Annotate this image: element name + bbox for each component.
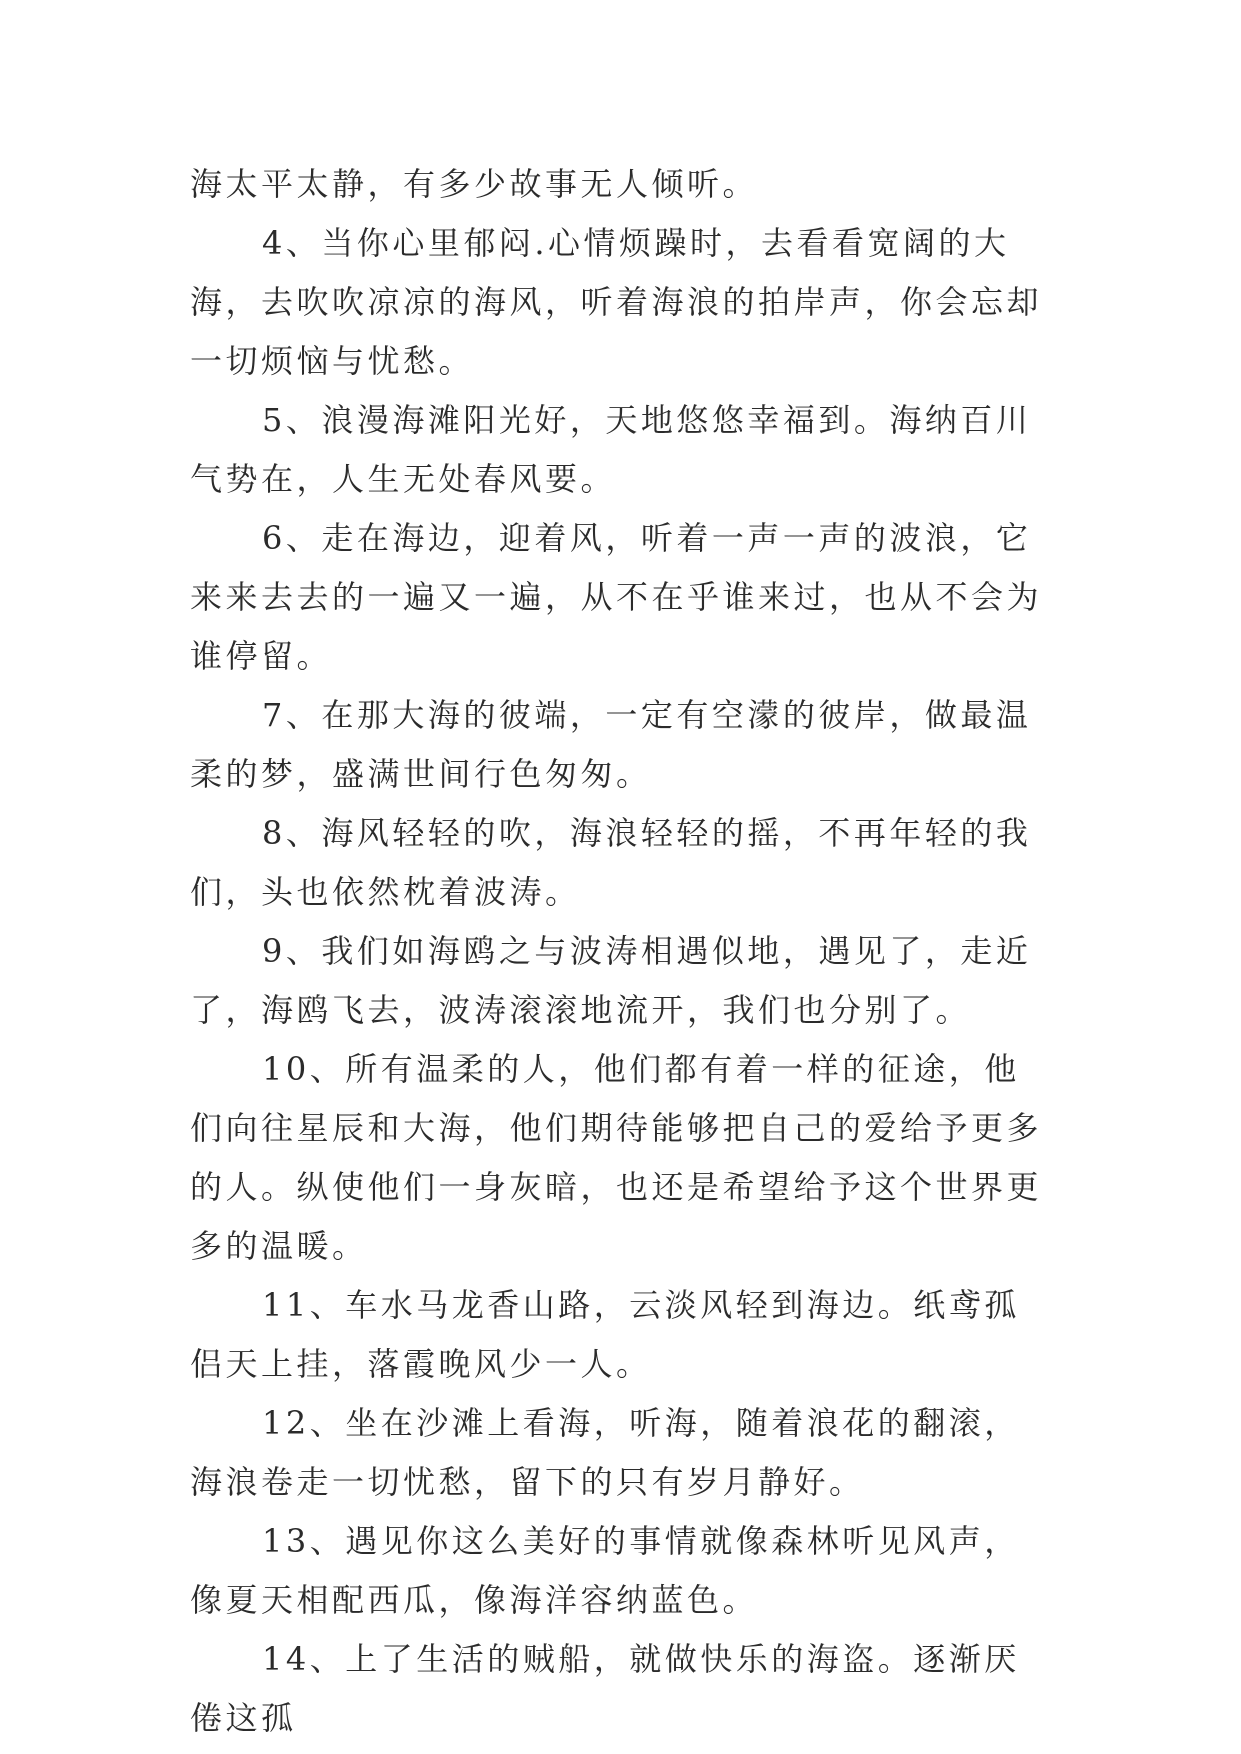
document-body bbox=[190, 155, 1054, 1748]
paragraph-9: 9、我们如海鸥之与波涛相遇似地，遇见了，走近了，海鸥飞去，波涛滚滚地流开，我们也分别了。 bbox=[190, 932, 1032, 1029]
paragraph-4: 4、当你心里郁闷.心情烦躁时，去看看宽阔的大海，去吹吹凉凉的海风，听着海浪的拍岸声，你会忘却一切烦恼与忧愁。 bbox=[190, 224, 1043, 380]
paragraph-10: 10、所有温柔的人，他们都有着一样的征途，他们向往星辰和大海，他们期待能够把自己的爱给予更多的人。纵使他们一身灰暗，也还是希望给予这个世界更多的温暖。 bbox=[190, 1050, 1043, 1265]
paragraph-12: 12、坐在沙滩上看海，听海，随着浪花的翻滚，海浪卷走一切忧愁，留下的只有岁月静好。 bbox=[190, 1404, 1020, 1501]
paragraph-6: 6、走在海边，迎着风，听着一声一声的波浪，它来来去去的一遍又一遍，从不在乎谁来过，也从不会为谁停留。 bbox=[190, 519, 1043, 675]
paragraph-14: 14、上了生活的贼船，就做快乐的海盗。逐渐厌倦这孤 bbox=[190, 1640, 1020, 1737]
paragraph-8: 8、海风轻轻的吹，海浪轻轻的摇，不再年轻的我们，头也依然枕着波涛。 bbox=[190, 814, 1032, 911]
paragraph-13: 13、遇见你这么美好的事情就像森林听见风声，像夏天相配西瓜，像海洋容纳蓝色。 bbox=[190, 1522, 1020, 1619]
paragraph-11: 11、车水马龙香山路，云淡风轻到海边。纸鸢孤侣天上挂，落霞晚风少一人。 bbox=[190, 1286, 1020, 1383]
paragraph-5: 5、浪漫海滩阳光好，天地悠悠幸福到。海纳百川气势在，人生无处春风要。 bbox=[190, 401, 1032, 498]
paragraph-continuation: 海太平太静，有多少故事无人倾听。 bbox=[190, 165, 759, 203]
paragraph-7: 7、在那大海的彼端，一定有空濛的彼岸，做最温柔的梦，盛满世间行色匆匆。 bbox=[190, 696, 1032, 793]
